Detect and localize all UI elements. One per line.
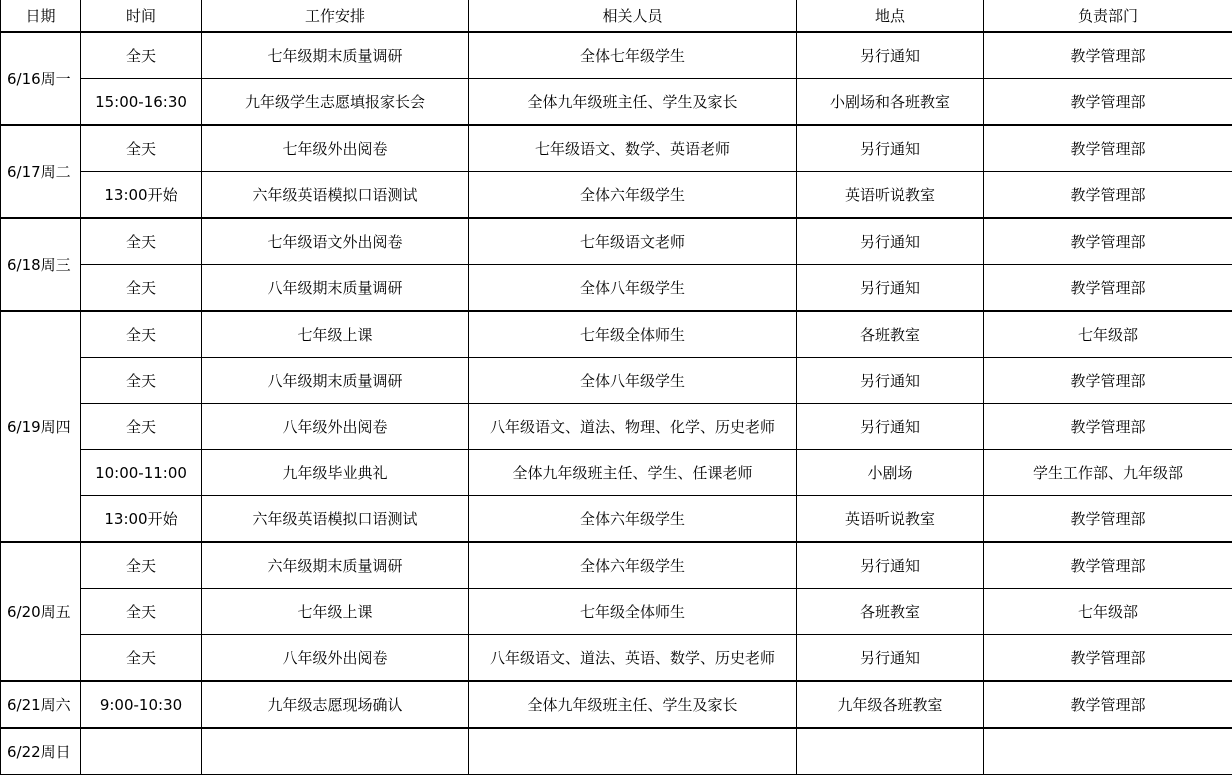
place-cell: 另行通知 [797, 404, 984, 450]
people-cell: 全体六年级学生 [469, 496, 797, 543]
people-cell: 全体八年级学生 [469, 358, 797, 404]
place-cell: 各班教室 [797, 589, 984, 635]
task-cell: 八年级期末质量调研 [202, 265, 469, 312]
table-row [1, 589, 1232, 635]
time-cell: 13:00开始 [81, 172, 202, 219]
place-cell: 九年级各班教室 [797, 681, 984, 728]
place-cell: 各班教室 [797, 311, 984, 358]
time-cell: 全天 [81, 218, 202, 265]
people-cell: 七年级语文老师 [469, 218, 797, 265]
time-cell: 全天 [81, 32, 202, 79]
task-cell: 九年级学生志愿填报家长会 [202, 79, 469, 126]
table-row [1, 450, 1232, 496]
place-cell: 另行通知 [797, 542, 984, 589]
task-cell: 九年级毕业典礼 [202, 450, 469, 496]
place-cell: 英语听说教室 [797, 172, 984, 219]
table-row [1, 172, 1232, 219]
date-cell: 6/19周四 [1, 311, 81, 542]
people-cell: 七年级全体师生 [469, 311, 797, 358]
time-cell: 全天 [81, 589, 202, 635]
task-cell: 七年级上课 [202, 311, 469, 358]
people-cell: 全体八年级学生 [469, 265, 797, 312]
table-row [1, 125, 1232, 172]
date-cell: 6/21周六 [1, 681, 81, 728]
place-cell: 另行通知 [797, 125, 984, 172]
schedule-body [1, 32, 1232, 775]
dept-cell: 七年级部 [984, 311, 1232, 358]
table-row [1, 218, 1232, 265]
dept-cell: 七年级部 [984, 589, 1232, 635]
time-cell: 10:00-11:00 [81, 450, 202, 496]
table-row [1, 32, 1232, 79]
task-cell: 九年级志愿现场确认 [202, 681, 469, 728]
dept-cell: 教学管理部 [984, 172, 1232, 219]
people-cell: 八年级语文、道法、英语、数学、历史老师 [469, 635, 797, 682]
people-cell: 七年级全体师生 [469, 589, 797, 635]
dept-cell: 教学管理部 [984, 681, 1232, 728]
people-cell: 全体七年级学生 [469, 32, 797, 79]
people-cell: 全体九年级班主任、学生及家长 [469, 681, 797, 728]
people-cell: 全体六年级学生 [469, 542, 797, 589]
place-cell: 另行通知 [797, 358, 984, 404]
place-cell: 另行通知 [797, 218, 984, 265]
task-cell: 七年级外出阅卷 [202, 125, 469, 172]
date-cell: 6/20周五 [1, 542, 81, 681]
place-cell: 另行通知 [797, 635, 984, 682]
time-cell: 全天 [81, 311, 202, 358]
time-cell: 全天 [81, 358, 202, 404]
place-cell: 另行通知 [797, 265, 984, 312]
place-cell: 小剧场 [797, 450, 984, 496]
people-cell: 全体六年级学生 [469, 172, 797, 219]
people-cell: 全体九年级班主任、学生及家长 [469, 79, 797, 126]
dept-cell: 教学管理部 [984, 79, 1232, 126]
people-cell: 八年级语文、道法、物理、化学、历史老师 [469, 404, 797, 450]
place-cell: 另行通知 [797, 32, 984, 79]
time-cell: 9:00-10:30 [81, 681, 202, 728]
time-cell: 13:00开始 [81, 496, 202, 543]
table-row [1, 542, 1232, 589]
time-cell: 全天 [81, 265, 202, 312]
task-cell: 六年级期末质量调研 [202, 542, 469, 589]
table-row [1, 265, 1232, 312]
time-cell: 全天 [81, 542, 202, 589]
header-row [1, 0, 1232, 32]
table-row [1, 681, 1232, 728]
dept-cell: 教学管理部 [984, 404, 1232, 450]
date-cell: 6/18周三 [1, 218, 81, 311]
task-cell: 八年级外出阅卷 [202, 404, 469, 450]
dept-cell: 教学管理部 [984, 32, 1232, 79]
dept-cell: 教学管理部 [984, 358, 1232, 404]
header-dept: 负责部门 [984, 0, 1232, 32]
header-date: 日期 [1, 0, 81, 32]
time-cell: 15:00-16:30 [81, 79, 202, 126]
date-cell: 6/16周一 [1, 32, 81, 125]
dept-cell: 教学管理部 [984, 265, 1232, 312]
people-cell: 全体九年级班主任、学生、任课老师 [469, 450, 797, 496]
table-row [1, 404, 1232, 450]
header-time: 时间 [81, 0, 202, 32]
task-cell: 六年级英语模拟口语测试 [202, 172, 469, 219]
date-cell: 6/22周日 [1, 728, 81, 775]
dept-cell: 教学管理部 [984, 496, 1232, 543]
time-cell: 全天 [81, 635, 202, 682]
dept-cell: 学生工作部、九年级部 [984, 450, 1232, 496]
date-cell: 6/17周二 [1, 125, 81, 218]
dept-cell: 教学管理部 [984, 542, 1232, 589]
place-cell: 小剧场和各班教室 [797, 79, 984, 126]
task-cell: 八年级期末质量调研 [202, 358, 469, 404]
dept-cell: 教学管理部 [984, 218, 1232, 265]
task-cell: 六年级英语模拟口语测试 [202, 496, 469, 543]
time-cell: 全天 [81, 125, 202, 172]
time-cell: 全天 [81, 404, 202, 450]
table-row [1, 79, 1232, 126]
task-cell: 八年级外出阅卷 [202, 635, 469, 682]
table-row [1, 358, 1232, 404]
dept-cell: 教学管理部 [984, 635, 1232, 682]
header-task: 工作安排 [202, 0, 469, 32]
dept-cell: 教学管理部 [984, 125, 1232, 172]
task-cell: 七年级上课 [202, 589, 469, 635]
table-row [1, 635, 1232, 682]
header-place: 地点 [797, 0, 984, 32]
task-cell: 七年级期末质量调研 [202, 32, 469, 79]
table-row [1, 496, 1232, 543]
people-cell: 七年级语文、数学、英语老师 [469, 125, 797, 172]
task-cell: 七年级语文外出阅卷 [202, 218, 469, 265]
header-people: 相关人员 [469, 0, 797, 32]
place-cell: 英语听说教室 [797, 496, 984, 543]
table-row [1, 311, 1232, 358]
